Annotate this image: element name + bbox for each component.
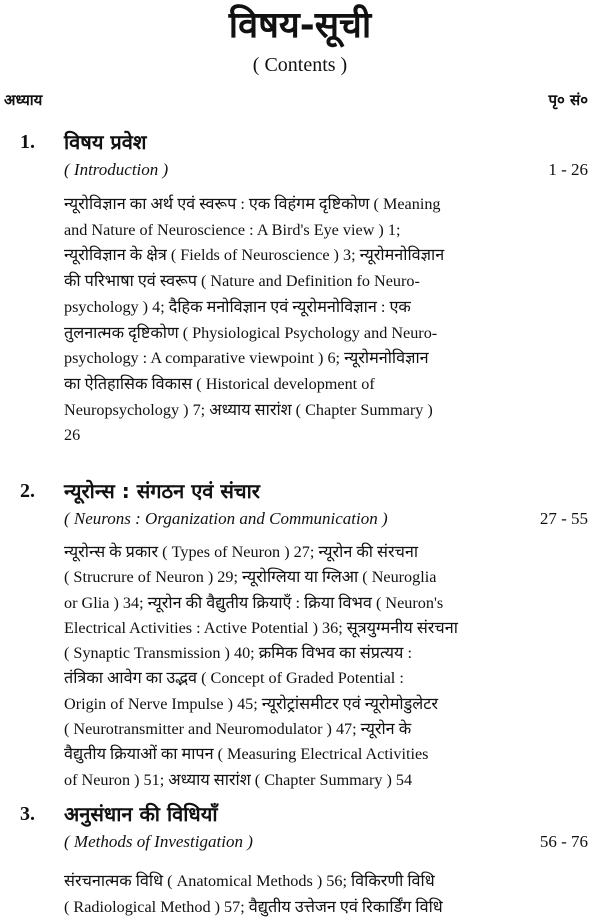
chapter-number: 1. [20,131,35,153]
chapter-topics [64,868,584,920]
chapter-pages: 1 - 26 [548,160,588,179]
topic-line: Origin of Nerve Impulse ) 45; न्यूरोट्रांसमीटर एवं न्यूरोमोडुलेटर [64,694,439,713]
topic-line: psychology : A comparative viewpoint ) 6; न्यूरोमनोविज्ञान [64,349,429,368]
chapter-topics [64,192,584,449]
chapter-number: 2. [20,480,35,502]
topic-line: न्यूरोविज्ञान का अर्थ एवं स्वरूप : एक विहंगम दृष्टिकोण ( Meaning [64,195,441,213]
chapter-subtitle: ( Methods of Investigation ) [64,832,253,851]
chapter-title: अनुसंधान की विधियाँ [64,802,218,826]
topic-line: Neuropsychology ) 7; अध्याय सारांश ( Chapter Summary ) [64,400,433,419]
topic-line: or Glia ) 34; न्यूरोन की वैद्युतीय क्रियाएँ : क्रिया विभव ( Neuron's [64,593,444,612]
topic-line: ( Radiological Method ) 57; वैद्युतीय उत्तेजन एवं रिकार्डिंग विधि [64,898,443,916]
page-number-column-header: पृ० सं० [548,91,588,109]
chapter-title: न्यूरोन्स : संगठन एवं संचार [64,479,260,503]
chapter-subtitle: ( Introduction ) [64,160,169,179]
chapter-number: 3. [20,803,35,825]
topic-line: वैद्युतीय क्रियाओं का मापन ( Measuring Electrical Activities [64,745,429,764]
topic-line: ( Neurotransmitter and Neuromodulator ) 47; न्यूरोन के [64,720,412,739]
topic-line: ( Strucrure of Neuron ) 29; न्यूरोग्लिया या ग्लिआ ( Neuroglia [64,568,437,587]
chapter-topics [64,540,584,793]
topic-line: of Neuron ) 51; अध्याय सारांश ( Chapter Summary ) 54 [64,770,413,789]
topic-line: and Nature of Neuroscience : A Bird's Eye view ) 1; [64,220,401,239]
chapter-subtitle: ( Neurons : Organization and Communication ) [64,509,388,528]
chapter-pages: 27 - 55 [539,509,588,528]
page-title: विषय-सूची [228,5,372,46]
chapter-title: विषय प्रवेश [64,130,147,154]
page-subtitle: ( Contents ) [252,54,348,76]
topic-line: न्यूरोविज्ञान के क्षेत्र ( Fields of Neuroscience ) 3; न्यूरोमनोविज्ञान [64,246,445,265]
topic-line: न्यूरोन्स के प्रकार ( Types of Neuron ) 27; न्यूरोन की संरचना [64,543,419,561]
topic-line: 26 [64,426,81,445]
topic-line: ( Synaptic Transmission ) 40; क्रमिक विभव का संप्रत्यय : [64,644,412,663]
topic-line: तुलनात्मक दृष्टिकोण ( Physiological Psychology and Neuro- [64,323,438,342]
topic-line: का ऐतिहासिक विकास ( Historical development of [64,374,375,393]
topic-line: psychology ) 4; दैहिक मनोविज्ञान एवं न्यूरोमनोविज्ञान : एक [64,297,411,316]
topic-line: तंत्रिका आवेग का उद्भव ( Concept of Graded Potential : [64,669,404,688]
topic-line: संरचनात्मक विधि ( Anatomical Methods ) 56; विकिरणी विधि [64,872,435,890]
topic-line: Electrical Activities : Active Potential ) 36; सूत्रयुग्मनीय संरचना [64,618,458,637]
topic-line: की परिभाषा एवं स्वरूप ( Nature and Definition fo Neuro- [64,272,420,291]
chapter-column-header: अध्याय [4,91,43,109]
chapter-pages: 56 - 76 [539,832,588,851]
